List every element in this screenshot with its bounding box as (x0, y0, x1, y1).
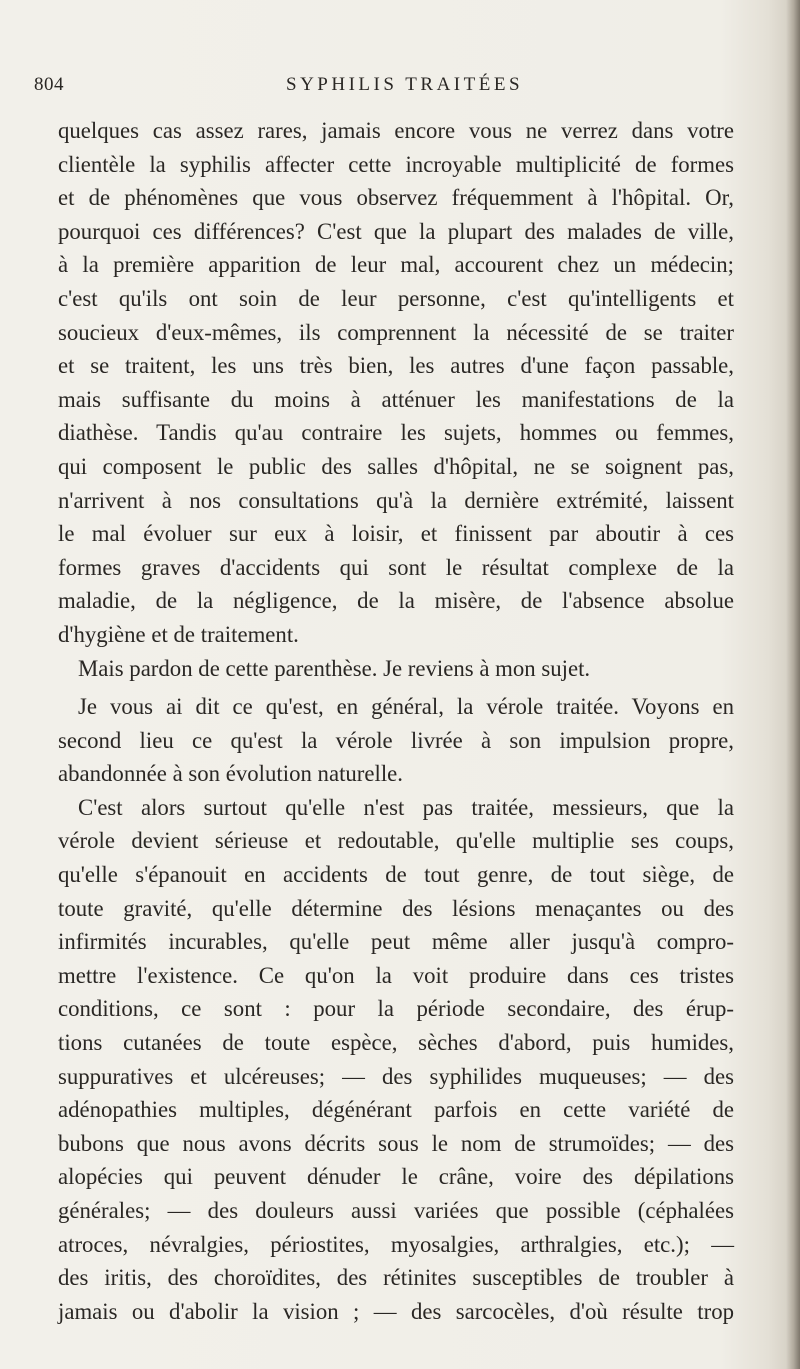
text-line: atroces, névralgies, périostites, myosalgies, arthralgies, etc.); — (58, 1231, 734, 1257)
text-line: qui composent le public des salles d'hôpital, ne se soignent pas, (58, 453, 734, 479)
text-line: à la première apparition de leur mal, accourent chez un médecin; (58, 252, 734, 278)
text-line: vérole devient sérieuse et redoutable, qu'elle multiplie ses coups, (58, 828, 734, 854)
page-edge-shadow (786, 0, 800, 1369)
text-line: adénopathies multiples, dégénérant parfois en cette variété de (58, 1097, 734, 1123)
text-line: générales; — des douleurs aussi variées que possible (céphalées (58, 1198, 734, 1223)
text-line: quelques cas assez rares, jamais encore vous ne verrez dans votre (58, 118, 734, 143)
text-line: C'est alors surtout qu'elle n'est pas traitée, messieurs, que la (78, 794, 734, 820)
text-line: maladie, de la négligence, de la misère, de l'absence absolue (58, 588, 734, 614)
text-line: abandonnée à son évolution naturelle. (58, 761, 404, 787)
paragraph (58, 114, 734, 652)
text-line: bubons que nous avons décrits sous le nom de strumoïdes; — des (58, 1130, 734, 1156)
text-line: tions cutanées de toute espèce, sèches d'abord, puis humides, (58, 1030, 734, 1056)
paragraph (58, 791, 734, 1329)
text-line: mais suffisante du moins à atténuer les manifestations de la (58, 386, 734, 412)
text-line: suppuratives et ulcéreuses; — des syphilides muqueuses; — des (58, 1063, 734, 1089)
text-line: qu'elle s'épanouit en accidents de tout genre, de tout siège, de (58, 862, 734, 888)
text-line: alopécies qui peuvent dénuder le crâne, voire des dépilations (58, 1164, 734, 1190)
body-text (58, 114, 734, 1328)
text-line: mettre l'existence. Ce qu'on la voit produire dans ces tristes (58, 962, 734, 988)
text-line: Je vous ai dit ce qu'est, en général, la vérole traitée. Voyons en (78, 694, 734, 720)
running-title: SYPHILIS TRAITÉES (286, 74, 524, 95)
text-line: c'est qu'ils ont soin de leur personne, c'est qu'intelligents et (58, 285, 734, 311)
running-header (34, 74, 734, 100)
text-line: d'hygiène et de traitement. (58, 621, 299, 647)
text-line: et de phénomènes que vous observez fréquemment à l'hôpital. Or, (58, 185, 734, 211)
text-line: toute gravité, qu'elle détermine des lésions menaçantes ou des (58, 895, 734, 921)
text-line: diathèse. Tandis qu'au contraire les sujets, hommes ou femmes, (58, 420, 734, 446)
paragraph (58, 690, 734, 791)
text-line: second lieu ce qu'est la vérole livrée à son impulsion propre, (58, 727, 734, 753)
text-line: formes graves d'accidents qui sont le résultat complexe de la (58, 554, 734, 580)
text-line: clientèle la syphilis affecter cette incroyable multiplicité de formes (58, 151, 734, 177)
text-line: Mais pardon de cette parenthèse. Je reviens à mon sujet. (78, 655, 591, 681)
text-line: soucieux d'eux-mêmes, ils comprennent la nécessité de se traiter (58, 319, 734, 345)
text-line: pourquoi ces différences? C'est que la plupart des malades de ville, (58, 218, 734, 244)
text-line: et se traitent, les uns très bien, les autres d'une façon passable, (58, 353, 734, 379)
text-line: jamais ou d'abolir la vision ; — des sarcocèles, d'où résulte trop (58, 1298, 734, 1324)
text-line: infirmités incurables, qu'elle peut même aller jusqu'à compro- (58, 929, 734, 955)
text-line: n'arrivent à nos consultations qu'à la dernière extrémité, laissent (58, 487, 734, 513)
page-number: 804 (34, 74, 64, 95)
paragraph (58, 652, 734, 686)
text-line: des iritis, des choroïdites, des rétinites susceptibles de troubler à (58, 1265, 734, 1291)
text-line: conditions, ce sont : pour la période secondaire, des érup- (58, 996, 734, 1022)
text-line: le mal évoluer sur eux à loisir, et finissent par aboutir à ces (58, 521, 734, 547)
